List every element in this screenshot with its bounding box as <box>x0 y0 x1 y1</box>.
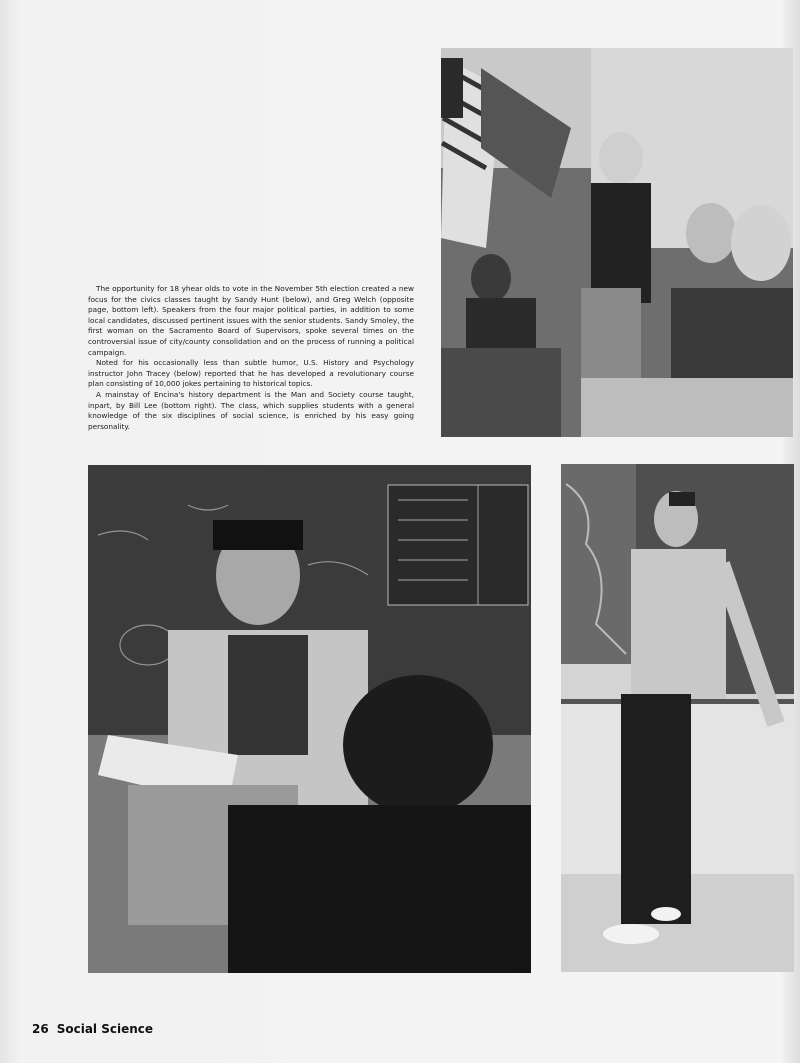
article-paragraph: Noted for his occasionally less than subtle humor, U.S. History and Psychology instructor John Tracey (below) reported that he has developed a revolutionary course plan consisting of 10,000 jokes pertaining to historical topics. <box>88 358 414 389</box>
teacher-at-chalkboard-photo <box>88 465 531 973</box>
article-paragraph: The opportunity for 18 yhear olds to vote in the November 5th election created a new focus for the civics classes taught by Sandy Hunt (below), and Greg Welch (opposite page, bottom left). Speakers from the four major political parties, in addition to some local candidates, discussed pertinent issues with the senior students. Sandy Smoley, the first woman on the Sacramento Board of Supervisors, spoke several times on the controversial issue of city/county consolidation and on the process of running a political campaign. <box>88 284 414 357</box>
page-number: 26 <box>32 1022 49 1036</box>
page-footer <box>32 1022 153 1036</box>
section-title: Social Science <box>56 1022 154 1036</box>
article-paragraph: A mainstay of Encina's history department is the Man and Society course taught, inpart, by Bill Lee (bottom right). The class, which supplies students with a general knowledge of the six disciplines of social science, is enriched by his easy going personality. <box>88 389 414 431</box>
classroom-flags-photo <box>441 48 793 437</box>
article-body <box>88 284 414 432</box>
teacher-by-map-photo <box>561 464 794 972</box>
